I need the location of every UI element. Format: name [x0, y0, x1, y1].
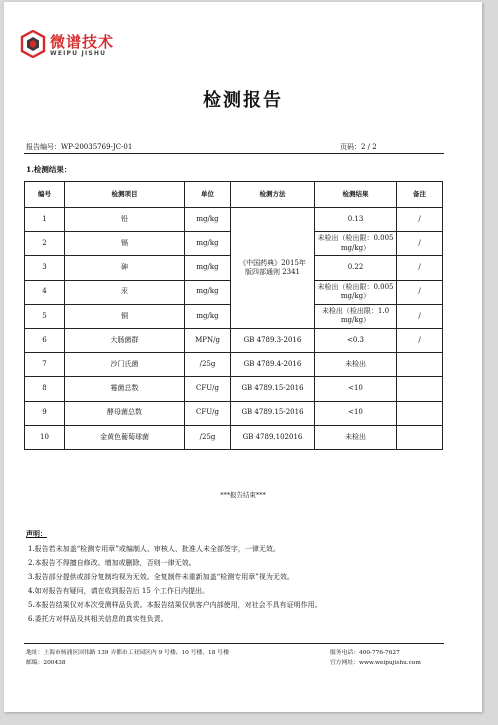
cell-result: 未检出（检出限：0.005 mg/kg） [315, 280, 397, 304]
cell-no: 1 [25, 208, 65, 232]
cell-remark: / [397, 280, 443, 304]
cell-remark: / [397, 304, 443, 328]
page-number [340, 142, 377, 152]
report-number-value: WP-20035769-JC-01 [61, 143, 133, 151]
cell-method: GB 4789.102016 [231, 425, 315, 449]
cell-result: 未检出 [315, 353, 397, 377]
cell-remark [397, 353, 443, 377]
header-remark: 备注 [397, 182, 443, 208]
cell-remark: / [397, 232, 443, 256]
cell-no: 10 [25, 425, 65, 449]
report-number-label: 报告编号： [26, 143, 61, 151]
page-number-label: 页码： [340, 143, 361, 151]
company-logo [20, 30, 132, 62]
report-number [26, 142, 132, 152]
header-no: 编号 [25, 182, 65, 208]
report-end-mark: ***报告结束*** [220, 491, 266, 499]
cell-method: GB 4789.3-2016 [231, 328, 315, 352]
footer-divider [24, 643, 444, 644]
table-row [25, 377, 443, 401]
header-result: 检测结果 [315, 182, 397, 208]
cell-remark [397, 425, 443, 449]
cell-remark: / [397, 208, 443, 232]
header-item: 检测项目 [65, 182, 185, 208]
cell-remark: / [397, 328, 443, 352]
cell-unit: mg/kg [185, 280, 231, 304]
cell-result: <0.3 [315, 328, 397, 352]
cell-unit: mg/kg [185, 304, 231, 328]
header-unit: 单位 [185, 182, 231, 208]
cell-item: 沙门氏菌 [65, 353, 185, 377]
declaration-item: 4.如对报告有疑问，请在收到报告后 15 个工作日内提出。 [28, 587, 210, 595]
declaration-item: 2.本报告不得擅自修改、增加或删除，否则一律无效。 [28, 559, 196, 567]
footer-website: 官方网址：www.weipujishu.com [330, 660, 421, 666]
cell-result: 未检出 [315, 425, 397, 449]
logo-mark-icon [20, 30, 46, 58]
cell-remark: / [397, 256, 443, 280]
cell-no: 3 [25, 256, 65, 280]
footer-postcode: 邮编：200438 [26, 660, 66, 666]
cell-unit: CFU/g [185, 377, 231, 401]
table-header-row [25, 182, 443, 208]
header-method: 检测方法 [231, 182, 315, 208]
cell-result: 0.22 [315, 256, 397, 280]
cell-result: 0.13 [315, 208, 397, 232]
cell-result: <10 [315, 401, 397, 425]
footer-hotline: 服务电话：400-776-7627 [330, 650, 400, 656]
cell-method: GB 4789.4-2016 [231, 353, 315, 377]
cell-result: <10 [315, 377, 397, 401]
section-title: 1.检测结果： [26, 165, 72, 174]
cell-no: 7 [25, 353, 65, 377]
results-table [24, 181, 443, 450]
cell-item: 酵母菌总数 [65, 401, 185, 425]
table-row [25, 328, 443, 352]
report-page [4, 2, 482, 712]
cell-unit: mg/kg [185, 232, 231, 256]
table-row [25, 353, 443, 377]
cell-remark [397, 401, 443, 425]
cell-item: 镉 [65, 232, 185, 256]
table-row [25, 208, 443, 232]
cell-result: 未检出（检出限：0.005 mg/kg） [315, 232, 397, 256]
logo-name-cn: 微谱技术 [50, 33, 115, 51]
cell-item: 铜 [65, 304, 185, 328]
cell-no: 5 [25, 304, 65, 328]
cell-item: 霉菌总数 [65, 377, 185, 401]
cell-item: 汞 [65, 280, 185, 304]
declaration-title: 声明： [26, 529, 47, 538]
cell-no: 6 [25, 328, 65, 352]
footer-address: 地址：上海市杨浦区国伟路 139 弄都市工业园区内 9 号楼、10 号楼、18 号楼 [26, 650, 229, 656]
cell-item: 金黄色葡萄球菌 [65, 425, 185, 449]
cell-no: 4 [25, 280, 65, 304]
header-divider [24, 153, 444, 154]
cell-unit: mg/kg [185, 208, 231, 232]
cell-item: 铅 [65, 208, 185, 232]
report-title: 检测报告 [203, 90, 283, 111]
declaration-item: 6.委托方对样品及其相关信息的真实性负责。 [28, 615, 168, 623]
cell-no: 2 [25, 232, 65, 256]
cell-unit: MPN/g [185, 328, 231, 352]
page-number-value: 2 / 2 [361, 143, 377, 151]
cell-item: 砷 [65, 256, 185, 280]
declaration-item: 5.本报告结果仅对本次受测样品负责。本报告结果仅供客户内部使用，对社会不具有证明作用。 [28, 601, 322, 609]
declaration-item: 1.报告若未加盖“检测专用章”或编制人、审核人、批准人未全部签字，一律无效。 [28, 545, 280, 553]
cell-item: 大肠菌群 [65, 328, 185, 352]
table-row [25, 401, 443, 425]
cell-method: GB 4789.15-2016 [231, 377, 315, 401]
cell-unit: CFU/g [185, 401, 231, 425]
logo-name-en: WEIPU JISHU [50, 50, 107, 57]
cell-no: 9 [25, 401, 65, 425]
cell-remark [397, 377, 443, 401]
cell-no: 8 [25, 377, 65, 401]
cell-method-merged: 《中国药典》2015年版四部通则 2341 [231, 208, 315, 329]
declaration-item: 3.报告部分提供或部分复制均视为无效。全复制件未重新加盖“检测专用章”视为无效。 [28, 573, 294, 581]
cell-method: GB 4789.15-2016 [231, 401, 315, 425]
cell-unit: mg/kg [185, 256, 231, 280]
cell-unit: /25g [185, 353, 231, 377]
table-row [25, 425, 443, 449]
cell-unit: /25g [185, 425, 231, 449]
cell-result: 未检出（检出限：1.0 mg/kg） [315, 304, 397, 328]
